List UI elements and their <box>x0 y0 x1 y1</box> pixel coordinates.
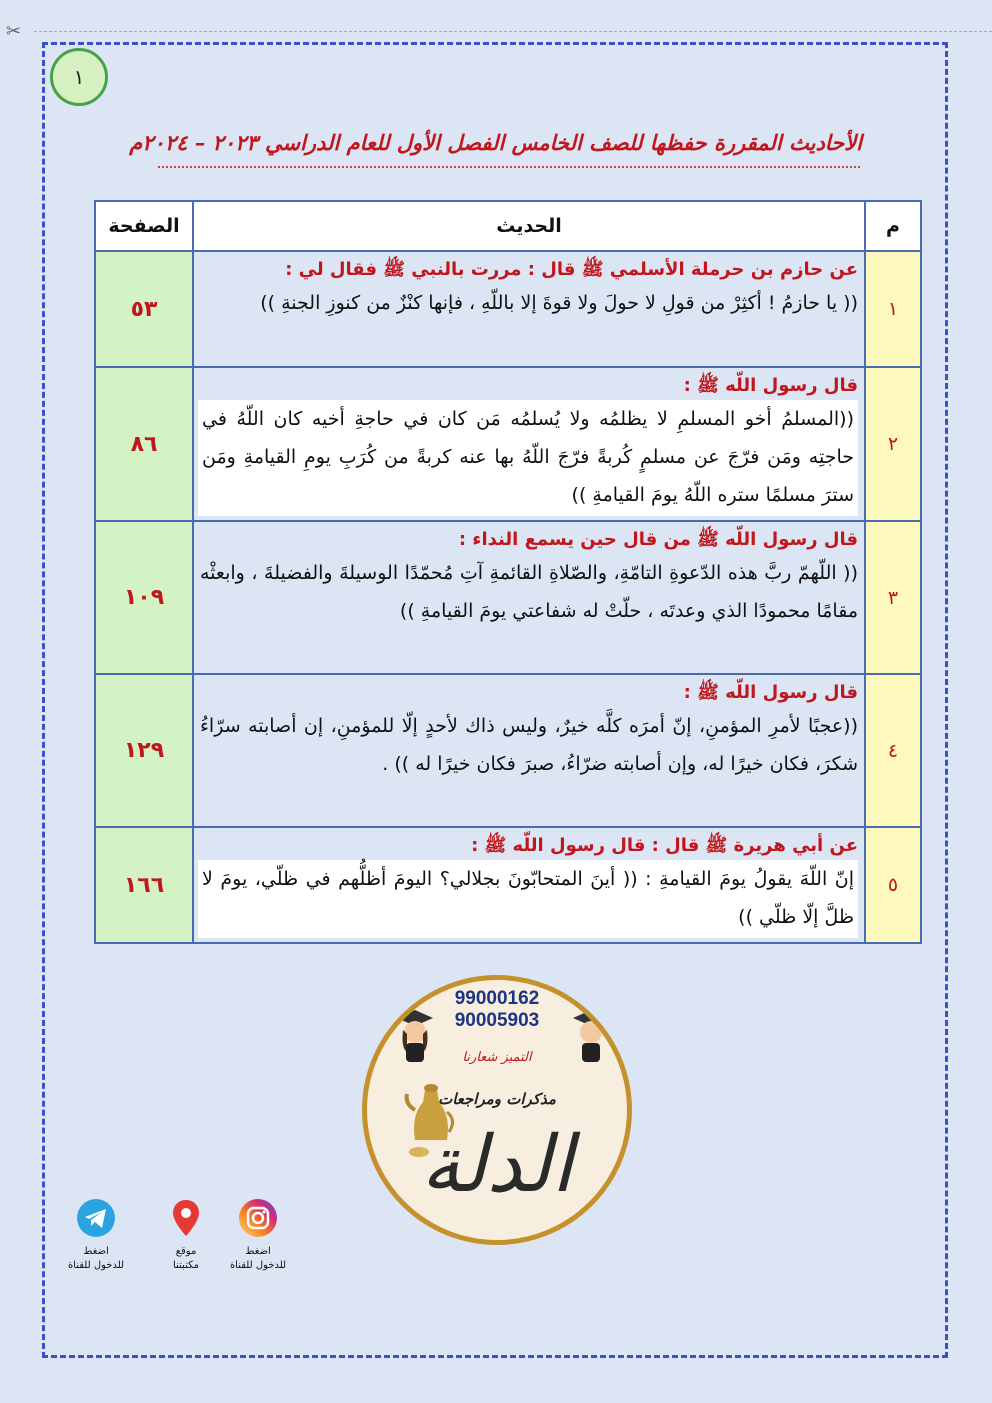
social-label: اضغط <box>83 1246 109 1257</box>
page-reference: ١٦٦ <box>95 827 193 943</box>
header-page: الصفحة <box>95 201 193 251</box>
table-row <box>95 674 921 827</box>
row-number: ٥ <box>865 827 921 943</box>
page-reference: ١٠٩ <box>95 521 193 674</box>
brand-logo <box>362 975 632 1245</box>
social-label: للدخول للقناة <box>67 1260 125 1271</box>
row-number: ٣ <box>865 521 921 674</box>
hadith-cell <box>193 827 865 943</box>
phone-number: 90005903 <box>454 1010 540 1031</box>
location-pin-icon <box>166 1198 206 1238</box>
table-row <box>95 251 921 367</box>
page-title: الأحاديث المقررة حفظها للصف الخامس الفصل الأول للعام الدراسي ٢٠٢٣ – ٢٠٢٤م <box>129 130 862 155</box>
scissors-icon: ✂ <box>6 21 22 42</box>
hadith-narrator: عن أبي هريرة ﷺ قال : قال رسول اللّه ﷺ : <box>471 835 858 856</box>
page-reference: ٥٣ <box>95 251 193 367</box>
hadith-narrator: قال رسول اللّه ﷺ : <box>683 682 858 703</box>
location-link[interactable] <box>146 1198 226 1273</box>
table-row <box>95 521 921 674</box>
table-row <box>95 367 921 521</box>
title-underline <box>158 166 860 168</box>
hadith-narrator: عن حازم بن حرملة الأسلمي ﷺ قال : مررت بالنبي ﷺ فقال لي : <box>285 259 858 280</box>
page-reference: ١٢٩ <box>95 674 193 827</box>
telegram-icon <box>76 1198 116 1238</box>
hadith-text: ((المسلمُ أخو المسلمِ لا يظلمُه ولا يُسلمُه مَن كان في حاجةِ أخيه كان اللّهُ في حاجتِه ومَن فرّجَ عن مسلمٍ كُربةً فرّجَ اللّهُ بها عنه كربةً من كُرَبِ يومِ القيامةِ ومَن سترَ مسلمًا ستره اللّهُ يومَ القيامةِ )) <box>198 400 858 516</box>
social-label: مكتبتنا <box>173 1260 199 1271</box>
social-label: للدخول للقناة <box>229 1260 287 1271</box>
header-num: م <box>865 201 921 251</box>
hadith-narrator: قال رسول اللّه ﷺ من قال حين يسمع النداء : <box>458 529 858 550</box>
page-reference: ٨٦ <box>95 367 193 521</box>
logo-subtitle: مذكرات ومراجعات <box>438 1090 556 1108</box>
logo-name: الدلة <box>421 1120 573 1210</box>
instagram-link[interactable] <box>218 1198 298 1273</box>
page-number: ١ <box>73 65 85 89</box>
hadith-text: ((عجبًا لأمرِ المؤمنِ، إنّ أمرَه كلَّه خيرٌ، وليس ذاك لأحدٍ إلّا للمؤمنِ، إن أصابته سرّاءُ شكرَ، فكان خيرًا له، وإن أصابته ضرّاءُ، صبرَ فكان خيرًا له )) . <box>200 715 858 775</box>
hadith-cell <box>193 367 865 521</box>
hadith-table <box>94 200 922 944</box>
row-number: ٢ <box>865 367 921 521</box>
page-number-badge <box>50 48 108 106</box>
hadith-text: (( اللّهمّ ربَّ هذه الدّعوةِ التامّةِ، والصّلاةِ القائمةِ آتِ مُحمّدًا الوسيلةَ والفضيلةَ ، وابعثْه مقامًا محمودًا الذي وعدتَه ، حلّتْ له شفاعتي يومَ القيامةِ )) <box>200 562 858 622</box>
cut-line <box>34 31 992 32</box>
hadith-narrator: قال رسول اللّه ﷺ : <box>683 375 858 396</box>
phone-number: 99000162 <box>454 988 540 1009</box>
hadith-cell <box>193 521 865 674</box>
social-label: اضغط <box>245 1246 271 1257</box>
table-header-row <box>95 201 921 251</box>
hadith-cell <box>193 674 865 827</box>
row-number: ٤ <box>865 674 921 827</box>
table-row <box>95 827 921 943</box>
row-number: ١ <box>865 251 921 367</box>
logo-slogan: التميز شعارنا <box>462 1050 532 1065</box>
social-label: موقع <box>175 1246 197 1257</box>
hadith-cell <box>193 251 865 367</box>
hadith-text: (( يا حازمُ ! أكثِرْ من قولِ لا حولَ ولا قوةَ إلا باللّهِ ، فإنها كنْزٌ من كنوزِ الجنةِ )) <box>260 292 858 314</box>
instagram-icon <box>238 1198 278 1238</box>
hadith-text: إنّ اللّهَ يقولُ يومَ القيامةِ : (( أينَ المتحابّونَ بجلالي؟ اليومَ أظلُّهم في ظلّي، يومَ لا ظلَّ إلّا ظلّي )) <box>198 860 858 938</box>
header-hadith: الحديث <box>193 201 865 251</box>
telegram-link[interactable] <box>56 1198 136 1273</box>
